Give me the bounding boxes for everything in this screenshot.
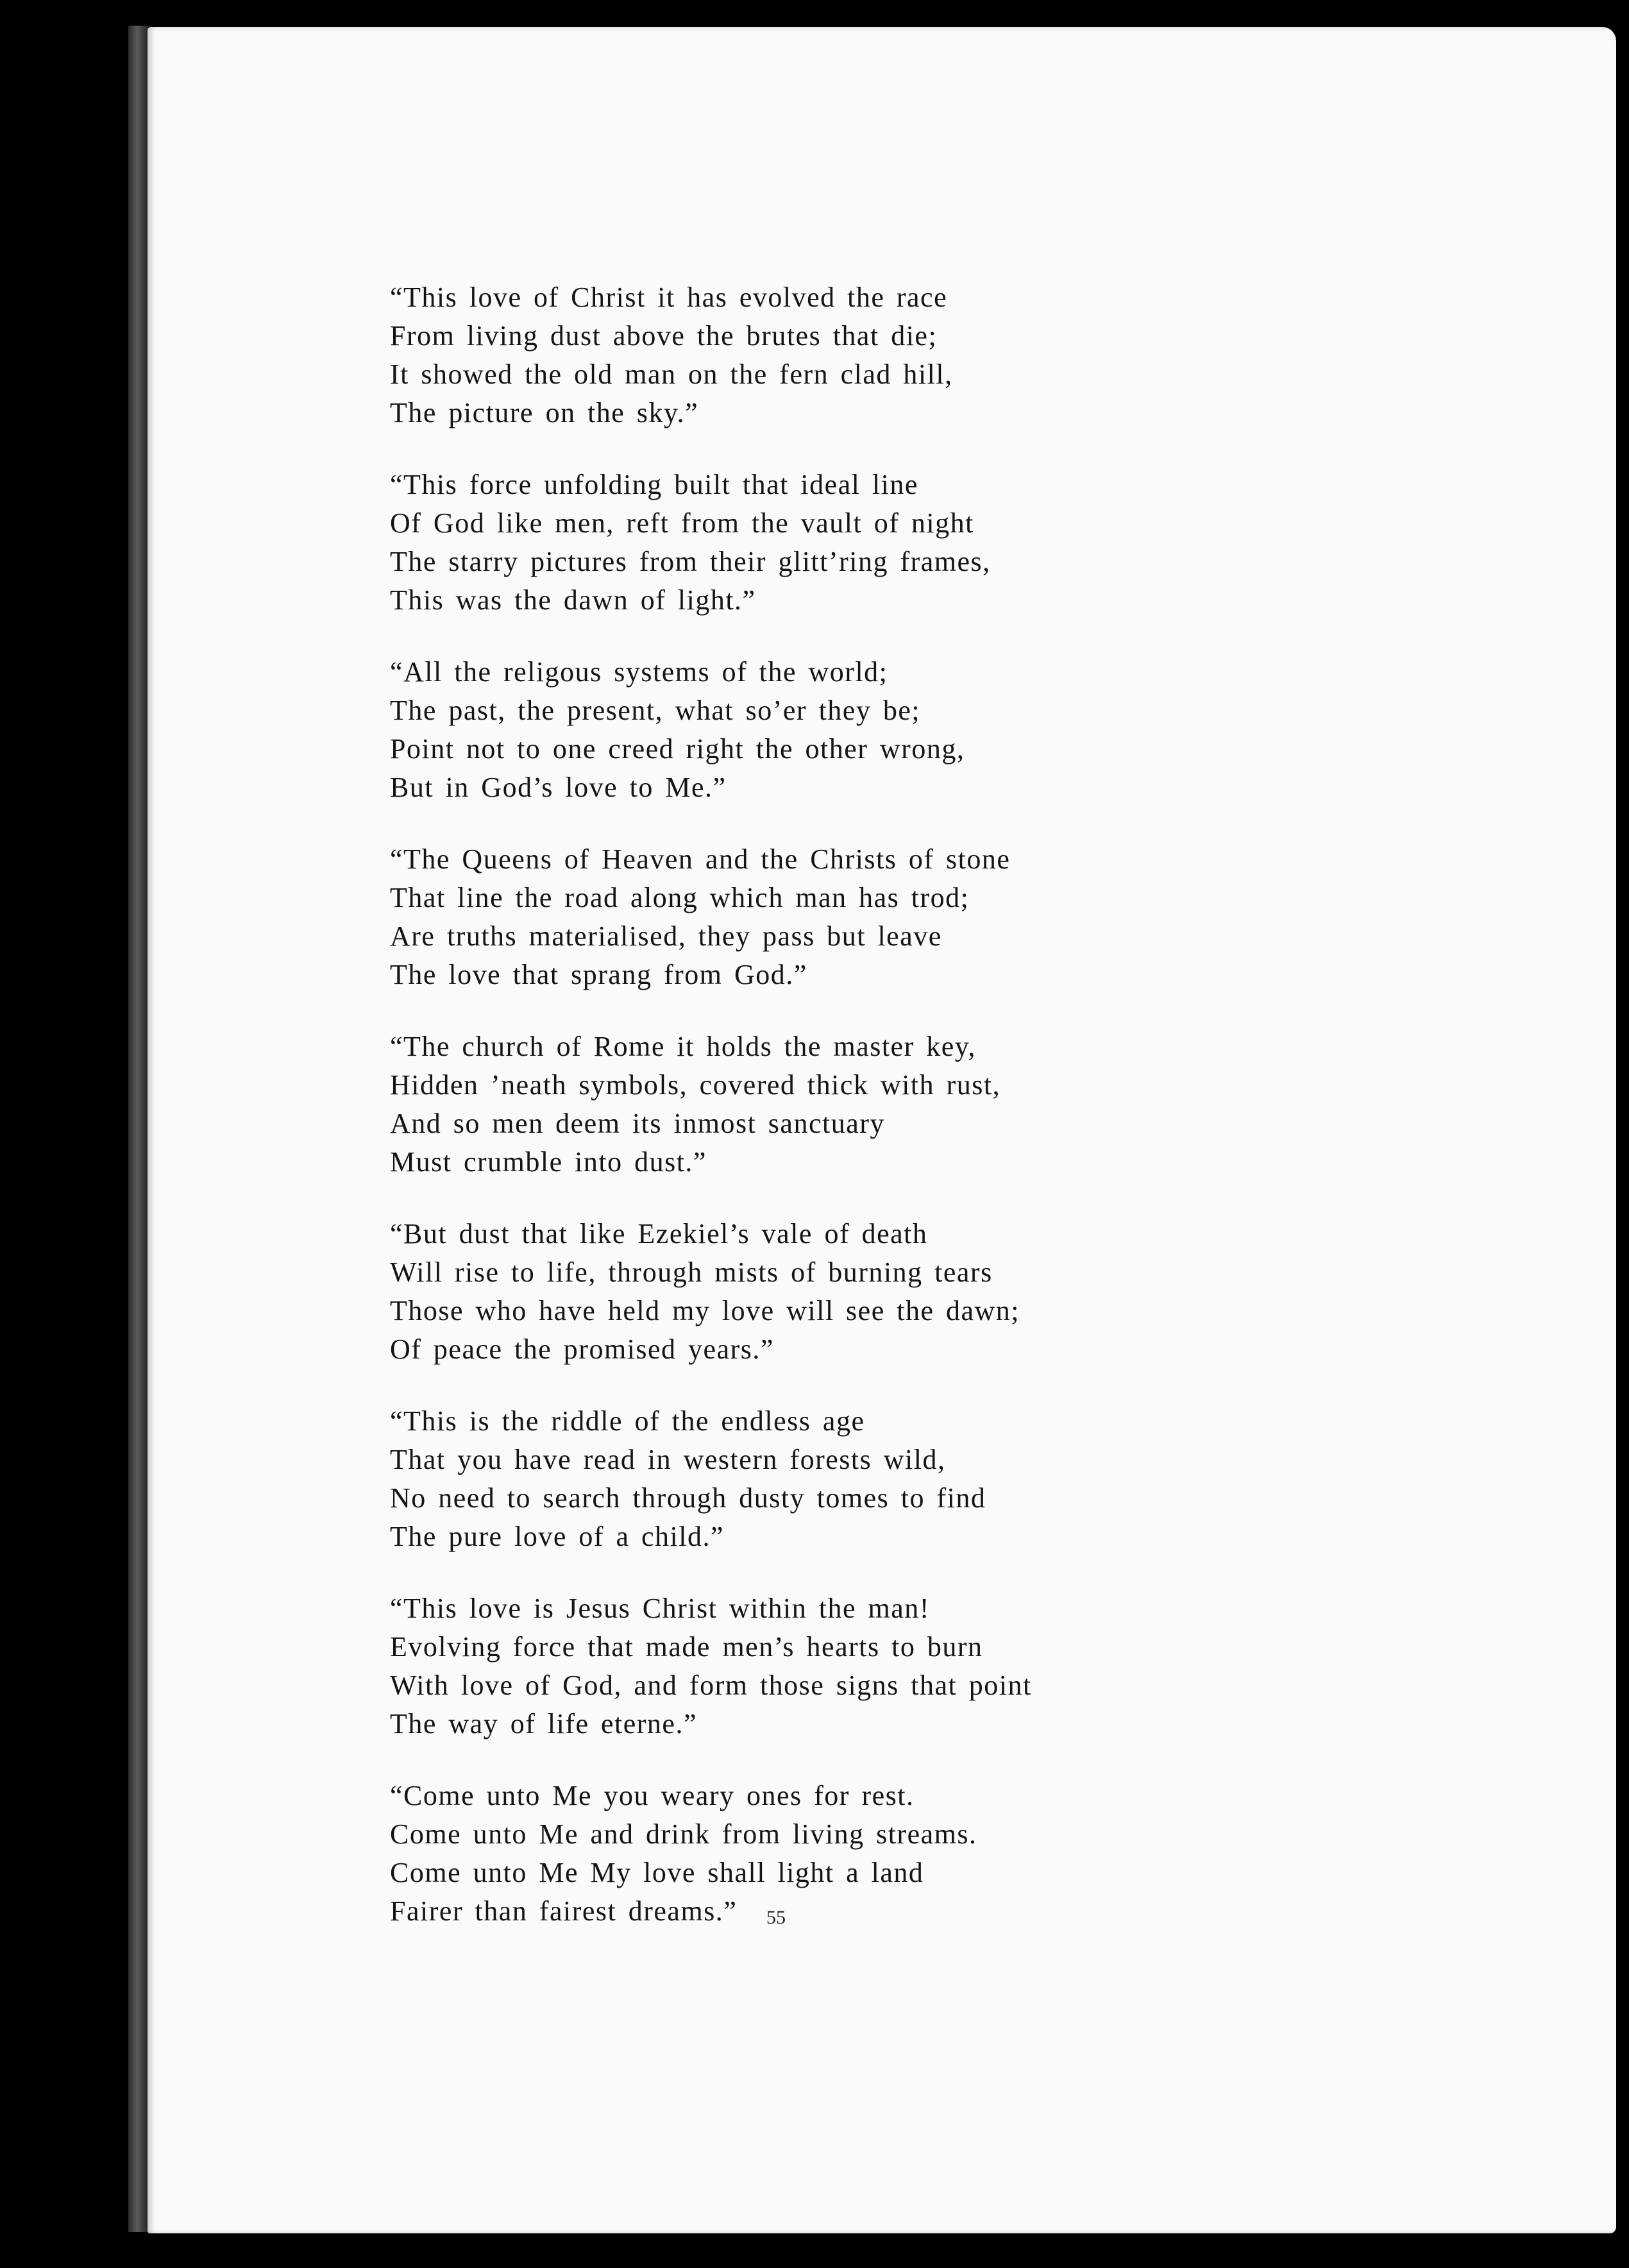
poem-line: No need to search through dusty tomes to find <box>390 1482 986 1514</box>
poem-line: Fairer than fairest dreams.” <box>390 1895 738 1927</box>
poem-stanza <box>390 1028 1192 1181</box>
poem-line: Come unto Me and drink from living streams. <box>390 1818 977 1850</box>
poem-line: “This is the riddle of the endless age <box>390 1405 865 1437</box>
poem-line: This was the dawn of light.” <box>390 584 756 616</box>
poem-line: Are truths materialised, they pass but leave <box>390 920 942 952</box>
poem-line: The love that sprang from God.” <box>390 959 807 990</box>
poem-line: Must crumble into dust.” <box>390 1146 707 1178</box>
poem-stanza <box>390 1589 1192 1743</box>
poem-stanza <box>390 466 1192 620</box>
poem-stanza <box>390 1215 1192 1369</box>
poem-line: Those who have held my love will see the dawn; <box>390 1295 1020 1326</box>
poem-line: That line the road along which man has trod; <box>390 882 970 913</box>
poem-line: Evolving force that made men’s hearts to burn <box>390 1631 983 1663</box>
poem-line: But in God’s love to Me.” <box>390 772 727 803</box>
poem-line: Will rise to life, through mists of burning tears <box>390 1257 993 1288</box>
poem-line: “This force unfolding built that ideal line <box>390 469 918 500</box>
poem-line: It showed the old man on the fern clad hill, <box>390 359 953 390</box>
poem-line: “The Queens of Heaven and the Christs of stone <box>390 843 1011 875</box>
poem-line: From living dust above the brutes that die; <box>390 320 938 351</box>
poem-stanza <box>390 653 1192 807</box>
poem-line: Of peace the promised years.” <box>390 1333 774 1365</box>
poem-body <box>390 278 1192 1964</box>
poem-stanza <box>390 840 1192 994</box>
poem-line: The starry pictures from their glitt’ring frames, <box>390 546 991 577</box>
poem-stanza <box>390 1402 1192 1556</box>
poem-line: The way of life eterne.” <box>390 1708 697 1739</box>
poem-line: “This love is Jesus Christ within the man! <box>390 1593 930 1624</box>
poem-line: “The church of Rome it holds the master key, <box>390 1031 976 1062</box>
poem-line: “All the religous systems of the world; <box>390 656 888 688</box>
poem-line: The pure love of a child.” <box>390 1521 725 1552</box>
poem-line: With love of God, and form those signs that point <box>390 1670 1032 1701</box>
poem-line: Hidden ’neath symbols, covered thick with rust, <box>390 1069 1001 1101</box>
poem-line: “This love of Christ it has evolved the race <box>390 282 948 313</box>
poem-line: Point not to one creed right the other wrong, <box>390 733 965 765</box>
poem-line: That you have read in western forests wild, <box>390 1444 946 1475</box>
previous-page-edge <box>128 26 150 2232</box>
poem-line: “But dust that like Ezekiel’s vale of death <box>390 1218 928 1249</box>
poem-line: The picture on the sky.” <box>390 397 699 428</box>
poem-stanza <box>390 278 1192 432</box>
poem-line: “Come unto Me you weary ones for rest. <box>390 1780 915 1811</box>
poem-line: The past, the present, what so’er they be; <box>390 695 921 726</box>
poem-line: Come unto Me My love shall light a land <box>390 1857 924 1888</box>
page-number: 55 <box>766 1907 786 1928</box>
poem-line: And so men deem its inmost sanctuary <box>390 1108 885 1139</box>
poem-line: Of God like men, reft from the vault of night <box>390 507 974 539</box>
